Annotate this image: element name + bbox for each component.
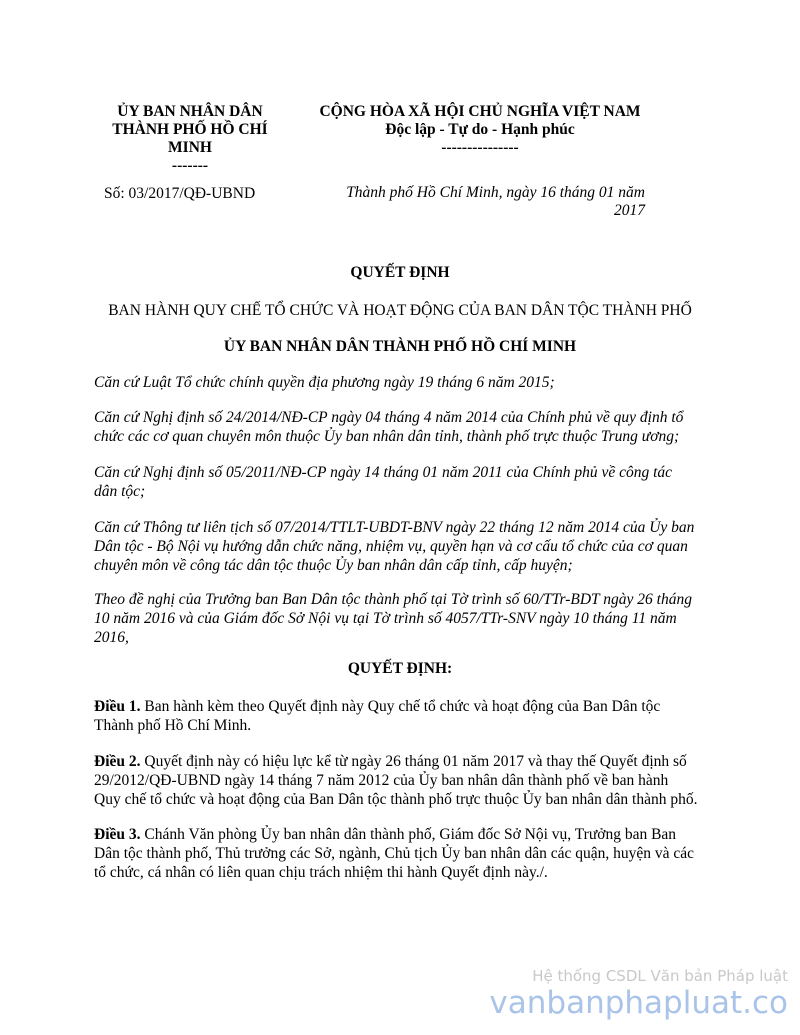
issue-date — [330, 184, 645, 220]
country-name: CỘNG HÒA XÃ HỘI CHỦ NGHĨA VIỆT NAM — [319, 103, 641, 120]
article-2 — [94, 752, 709, 809]
issue-date-line: 2017 — [614, 202, 645, 219]
article-label: Điều 3. — [94, 826, 141, 843]
header-divider: --------------- — [441, 139, 519, 156]
paragraph-line — [94, 752, 709, 771]
paragraph-line: Căn cứ Nghị định số 24/2014/NĐ-CP ngày 04 tháng 4 năm 2014 của Chính phủ về quy định tổ — [94, 409, 684, 426]
paragraph-line: tổ chức, cá nhân có liên quan chịu trách nhiệm thi hành Quyết định này./. — [94, 864, 548, 881]
issuing-authority: ỦY BAN NHÂN DÂN THÀNH PHỐ HỒ CHÍ MINH — [223, 338, 577, 355]
article-text: Chánh Văn phòng Ủy ban nhân dân thành phố, Giám đốc Sở Nội vụ, Trưởng ban Ban — [140, 826, 677, 843]
article-1 — [94, 697, 709, 735]
article-text: Ban hành kèm theo Quyết định này Quy chế tổ chức và hoạt động của Ban Dân tộc — [140, 698, 661, 715]
legal-basis-paragraph — [94, 408, 706, 446]
national-motto-block — [300, 103, 660, 157]
paragraph-line: 2016, — [94, 629, 129, 646]
paragraph-line: 29/2012/QĐ-UBND ngày 14 tháng 7 năm 2012 của Ủy ban nhân dân thành phố về ban hành — [94, 772, 669, 789]
article-text: Quyết định này có hiệu lực kể từ ngày 26 tháng 01 năm 2017 và thay thế Quyết định số — [140, 753, 687, 770]
issuing-agency-block — [100, 103, 280, 175]
watermark-site-link[interactable]: vanbanphapluat.co — [489, 985, 788, 1021]
paragraph-line: Dân tộc thành phố, Thủ trưởng các Sở, ngành, Chủ tịch Ủy ban nhân dân các quận, huyện và các — [94, 845, 694, 862]
legal-basis-paragraph — [94, 463, 706, 501]
paragraph-line: chuyên môn về công tác dân tộc thuộc Ủy ban nhân dân cấp tỉnh, cấp huyện; — [94, 557, 573, 574]
legal-basis-paragraph — [94, 373, 706, 392]
article-label: Điều 1. — [94, 698, 141, 715]
paragraph-line: Căn cứ Luật Tổ chức chính quyền địa phương ngày 19 tháng 6 năm 2015; — [94, 374, 555, 391]
paragraph-line: chức các cơ quan chuyên môn thuộc Ủy ban nhân dân tỉnh, thành phố trực thuộc Trung ương; — [94, 428, 680, 445]
header-divider: ------- — [171, 157, 209, 174]
decision-heading: QUYẾT ĐỊNH: — [347, 660, 453, 677]
paragraph-line — [94, 697, 709, 716]
paragraph-line: Thành phố Hồ Chí Minh. — [94, 717, 252, 734]
paragraph-line: 10 năm 2016 và của Giám đốc Sở Nội vụ tại Tờ trình số 4057/TTr-SNV ngày 10 tháng 11 năm — [94, 610, 677, 627]
document-number: Số: 03/2017/QĐ-UBND — [104, 185, 256, 202]
paragraph-line — [94, 825, 709, 844]
proposal-paragraph — [94, 590, 706, 647]
article-label: Điều 2. — [94, 753, 141, 770]
issuing-agency-line: MINH — [168, 139, 212, 156]
paragraph-line: Căn cứ Thông tư liên tịch số 07/2014/TTLT-UBDT-BNV ngày 22 tháng 12 năm 2014 của Ủy ban — [94, 519, 695, 536]
paragraph-line: Căn cứ Nghị định số 05/2011/NĐ-CP ngày 14 tháng 01 năm 2011 của Chính phủ về công tác — [94, 464, 673, 481]
issue-date-line: Thành phố Hồ Chí Minh, ngày 16 tháng 01 năm — [346, 184, 645, 201]
paragraph-line: Dân tộc - Bộ Nội vụ hướng dẫn chức năng, nhiệm vụ, quyền hạn và cơ cấu tổ chức của cơ quan — [94, 538, 688, 555]
document-title: QUYẾT ĐỊNH — [350, 264, 450, 281]
document-subtitle: BAN HÀNH QUY CHẾ TỔ CHỨC VÀ HOẠT ĐỘNG CỦA BAN DÂN TỘC THÀNH PHỐ — [108, 302, 692, 319]
motto: Độc lập - Tự do - Hạnh phúc — [385, 121, 575, 138]
watermark-caption: Hệ thống CSDL Văn bản Pháp luật — [532, 967, 788, 985]
article-3 — [94, 825, 709, 882]
issuing-agency-line: ỦY BAN NHÂN DÂN — [117, 103, 263, 120]
legal-basis-paragraph — [94, 518, 706, 575]
paragraph-line: Theo đề nghị của Trưởng ban Ban Dân tộc thành phố tại Tờ trình số 60/TTr-BDT ngày 26 tháng — [94, 591, 692, 608]
issuing-agency-line: THÀNH PHỐ HỒ CHÍ — [112, 121, 268, 138]
paragraph-line: Quy chế tổ chức và hoạt động của Ban Dân tộc thành phố trực thuộc Ủy ban nhân dân thành phố. — [94, 791, 698, 808]
paragraph-line: dân tộc; — [94, 483, 146, 500]
